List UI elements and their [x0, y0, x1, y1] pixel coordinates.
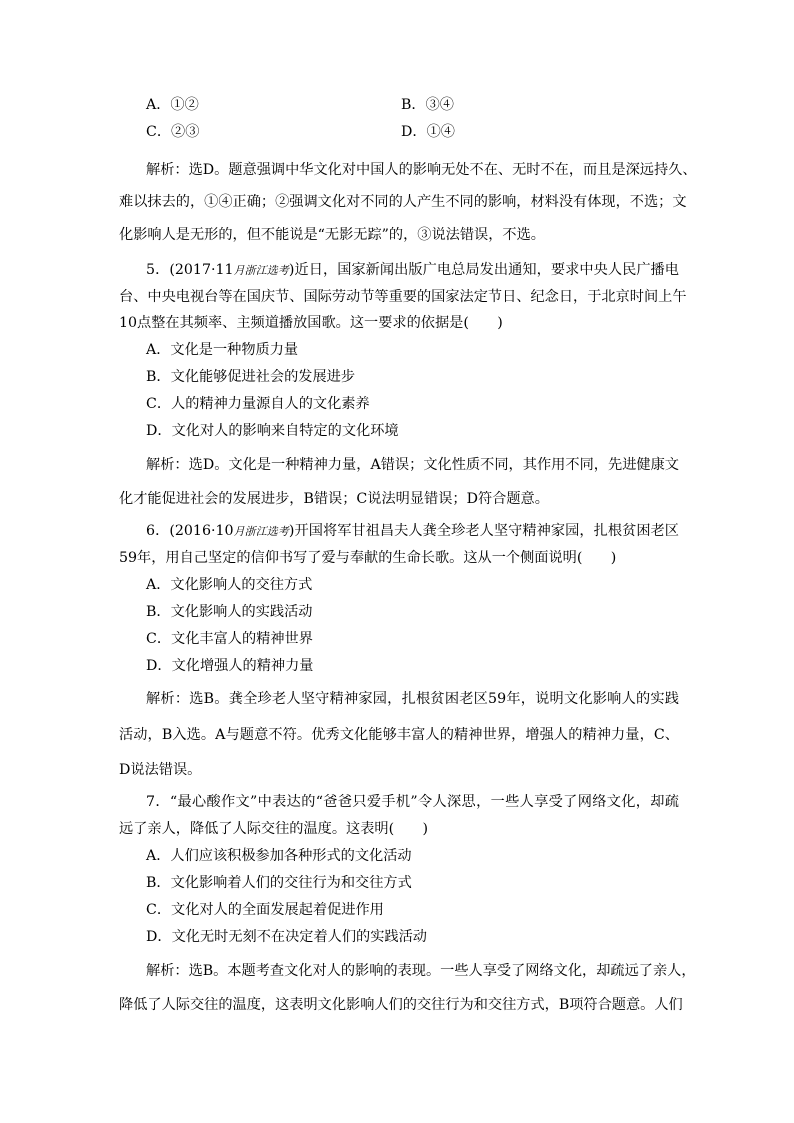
q7-option-d: D．文化无时无刻不在决定着人们的实践活动	[146, 929, 427, 945]
q5-analysis-line: 化才能促进社会的发展进步，B错误；C说法明显错误；D符合题意。	[119, 491, 549, 507]
q7-option-c: C．文化对人的全面发展起着促进作用	[146, 902, 384, 918]
q7-option-a: A．人们应该积极参加各种形式的文化活动	[146, 848, 412, 864]
q5-option-d: D．文化对人的影响来自特定的文化环境	[146, 423, 399, 439]
q6-stem-line: 59年，用自己坚定的信仰书写了爱与奉献的生命长歌。这从一个侧面说明( )	[119, 550, 617, 566]
q4-analysis-line: 化影响人是无形的，但不能说是“无影无踪”的，③说法错误，不选。	[119, 227, 545, 243]
q4-analysis-line: 难以抹去的，①④正确；②强调文化对不同的人产生不同的影响，材料没有体现，不选；文	[119, 194, 687, 210]
q5-analysis-line: 解析：选D。文化是一种精神力量，A错误；文化性质不同，其作用不同，先进健康文	[146, 457, 679, 473]
q4-option-d: D．①④	[401, 124, 455, 140]
q6-stem-first-rest: )开国将军甘祖昌夫人龚全珍老人坚守精神家园，扎根贫困老区	[288, 523, 679, 539]
q4-analysis-line: 解析：选D。题意强调中华文化对中国人的影响无处不在、无时不在，而且是深远持久、	[146, 162, 697, 178]
q7-option-b: B．文化影响着人们的交往行为和交往方式	[146, 875, 412, 891]
q5-number: 5．(2017·11	[146, 262, 234, 278]
q6-option-a: A．文化影响人的交往方式	[146, 577, 313, 593]
q5-option-a: A．文化是一种物质力量	[146, 342, 299, 358]
q6-source: 月浙江选考	[233, 525, 289, 538]
q6-analysis-line: 活动，B入选。A与题意不符。优秀文化能够丰富人的精神世界，增强人的精神力量，C、	[119, 727, 679, 743]
q6-option-c: C．文化丰富人的精神世界	[146, 631, 313, 647]
q6-analysis-line: 解析：选B。龚全珍老人坚守精神家园，扎根贫困老区59年，说明文化影响人的实践	[146, 691, 679, 707]
q6-number: 6．(2016·10	[146, 523, 234, 539]
q5-stem-line: 10点整在其频率、主频道播放国歌。这一要求的依据是( )	[119, 315, 503, 331]
q6-option-d: D．文化增强人的精神力量	[146, 658, 314, 674]
q7-analysis-line: 解析：选B。本题考查文化对人的影响的表现。一些人享受了网络文化，却疏远了亲人，	[146, 963, 696, 979]
q5-stem-first-line	[146, 260, 679, 281]
q5-stem-first-rest: )近日，国家新闻出版广电总局发出通知，要求中央人民广播电	[288, 262, 679, 278]
q5-option-b: B．文化能够促进社会的发展进步	[146, 369, 356, 385]
q5-stem-line: 台、中央电视台等在国庆节、国际劳动节等重要的国家法定节日、纪念日，于北京时间上午	[119, 289, 687, 305]
q6-analysis-line: D说法错误。	[119, 762, 202, 778]
q4-option-a: A．①②	[146, 97, 199, 113]
q5-source: 月浙江选考	[233, 264, 289, 277]
q7-analysis-line: 降低了人际交往的温度，这表明文化影响人们的交往行为和交往方式，B项符合题意。人们	[119, 997, 683, 1013]
q6-option-b: B．文化影响人的实践活动	[146, 604, 313, 620]
q7-stem-line: 7．“最心酸作文”中表达的“爸爸只爱手机”令人深思，一些人享受了网络文化，却疏	[146, 794, 679, 810]
q6-stem-first-line	[146, 521, 679, 542]
q5-option-c: C．人的精神力量源自人的文化素养	[146, 396, 370, 412]
q4-option-b: B．③④	[401, 97, 454, 113]
q4-option-c: C．②③	[146, 124, 200, 140]
q7-stem-line: 远了亲人，降低了人际交往的温度。这表明( )	[119, 821, 429, 837]
